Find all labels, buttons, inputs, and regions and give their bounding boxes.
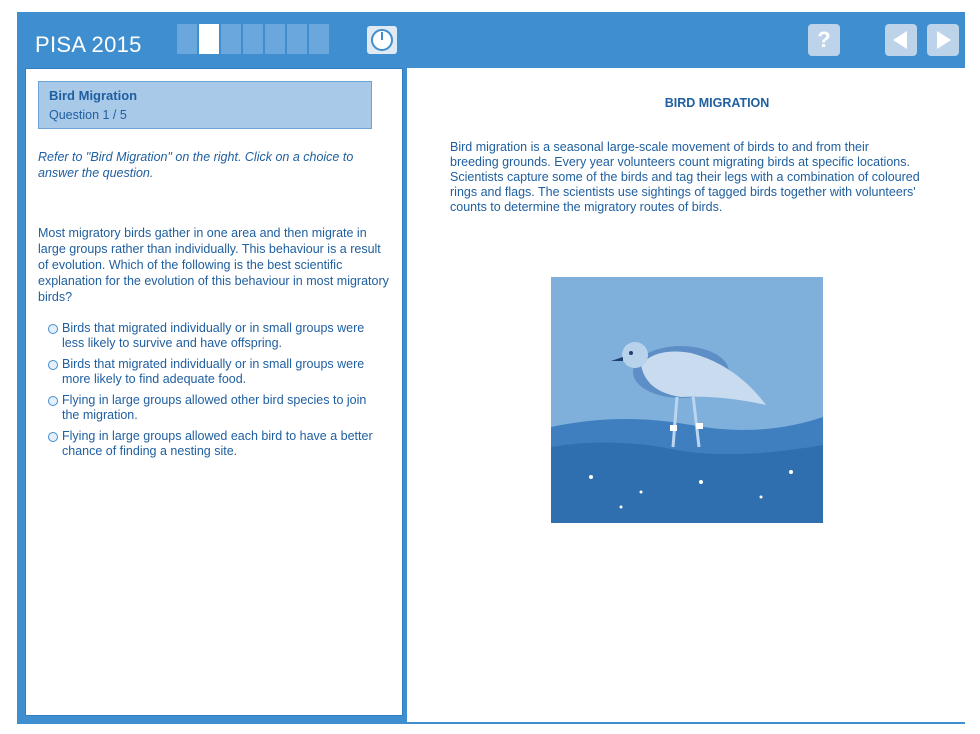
- previous-arrow-icon[interactable]: [885, 24, 917, 56]
- app-title: PISA 2015: [35, 32, 142, 57]
- progress-segment: [221, 24, 241, 54]
- help-button[interactable]: ?: [808, 24, 840, 56]
- stimulus-panel: [407, 68, 965, 722]
- answer-option-1[interactable]: [48, 321, 382, 351]
- option-label: Flying in large groups allowed other bird species to join the migration.: [62, 393, 367, 422]
- question-counter: Question 1 / 5: [49, 108, 127, 122]
- answer-option-3[interactable]: [48, 393, 382, 423]
- question-panel: [25, 68, 403, 716]
- radio-button[interactable]: [48, 360, 58, 370]
- progress-segment: [287, 24, 307, 54]
- option-label: Birds that migrated individually or in small groups were less likely to survive and have offspring.: [62, 321, 365, 350]
- question-header: [38, 81, 372, 129]
- clock-icon: [371, 29, 393, 51]
- radio-button[interactable]: [48, 432, 58, 442]
- timer-icon[interactable]: [367, 26, 397, 54]
- bird-photo: [551, 277, 823, 523]
- question-text: Most migratory birds gather in one area and then migrate in large groups rather than individually. This behaviour is a result of evolution. Which of the following is the best scientific explanation for the evolution of this behaviour in most migratory birds?: [38, 226, 389, 304]
- answer-options: [48, 321, 382, 465]
- app-frame: [17, 12, 965, 724]
- progress-segment: [243, 24, 263, 54]
- option-label: Flying in large groups allowed each bird to have a better chance of finding a nesting site.: [62, 429, 373, 458]
- radio-button[interactable]: [48, 396, 58, 406]
- option-label: Birds that migrated individually or in small groups were more likely to find adequate food.: [62, 357, 365, 386]
- radio-button[interactable]: [48, 324, 58, 334]
- instruction-text: Refer to "Bird Migration" on the right. Click on a choice to answer the question.: [38, 150, 354, 180]
- progress-segment: [309, 24, 329, 54]
- stimulus-title: BIRD MIGRATION: [664, 96, 770, 110]
- progress-bar: [177, 24, 329, 54]
- progress-segment: [177, 24, 197, 54]
- top-bar: [17, 12, 965, 60]
- answer-option-2[interactable]: [48, 357, 382, 387]
- progress-segment-current: [199, 24, 219, 54]
- answer-option-4[interactable]: [48, 429, 382, 459]
- stimulus-text: Bird migration is a seasonal large-scale movement of birds to and from their breeding grounds. Every year volunteers count migrating birds at specific locations. Scientists capture some of the birds and tag their legs with a combination of coloured rings and flags. The scientists use sightings of tagged birds together with volunteers' counts to determine the migratory routes of birds.: [450, 140, 920, 214]
- next-arrow-icon[interactable]: [927, 24, 959, 56]
- unit-title: Bird Migration: [49, 88, 138, 103]
- progress-segment: [265, 24, 285, 54]
